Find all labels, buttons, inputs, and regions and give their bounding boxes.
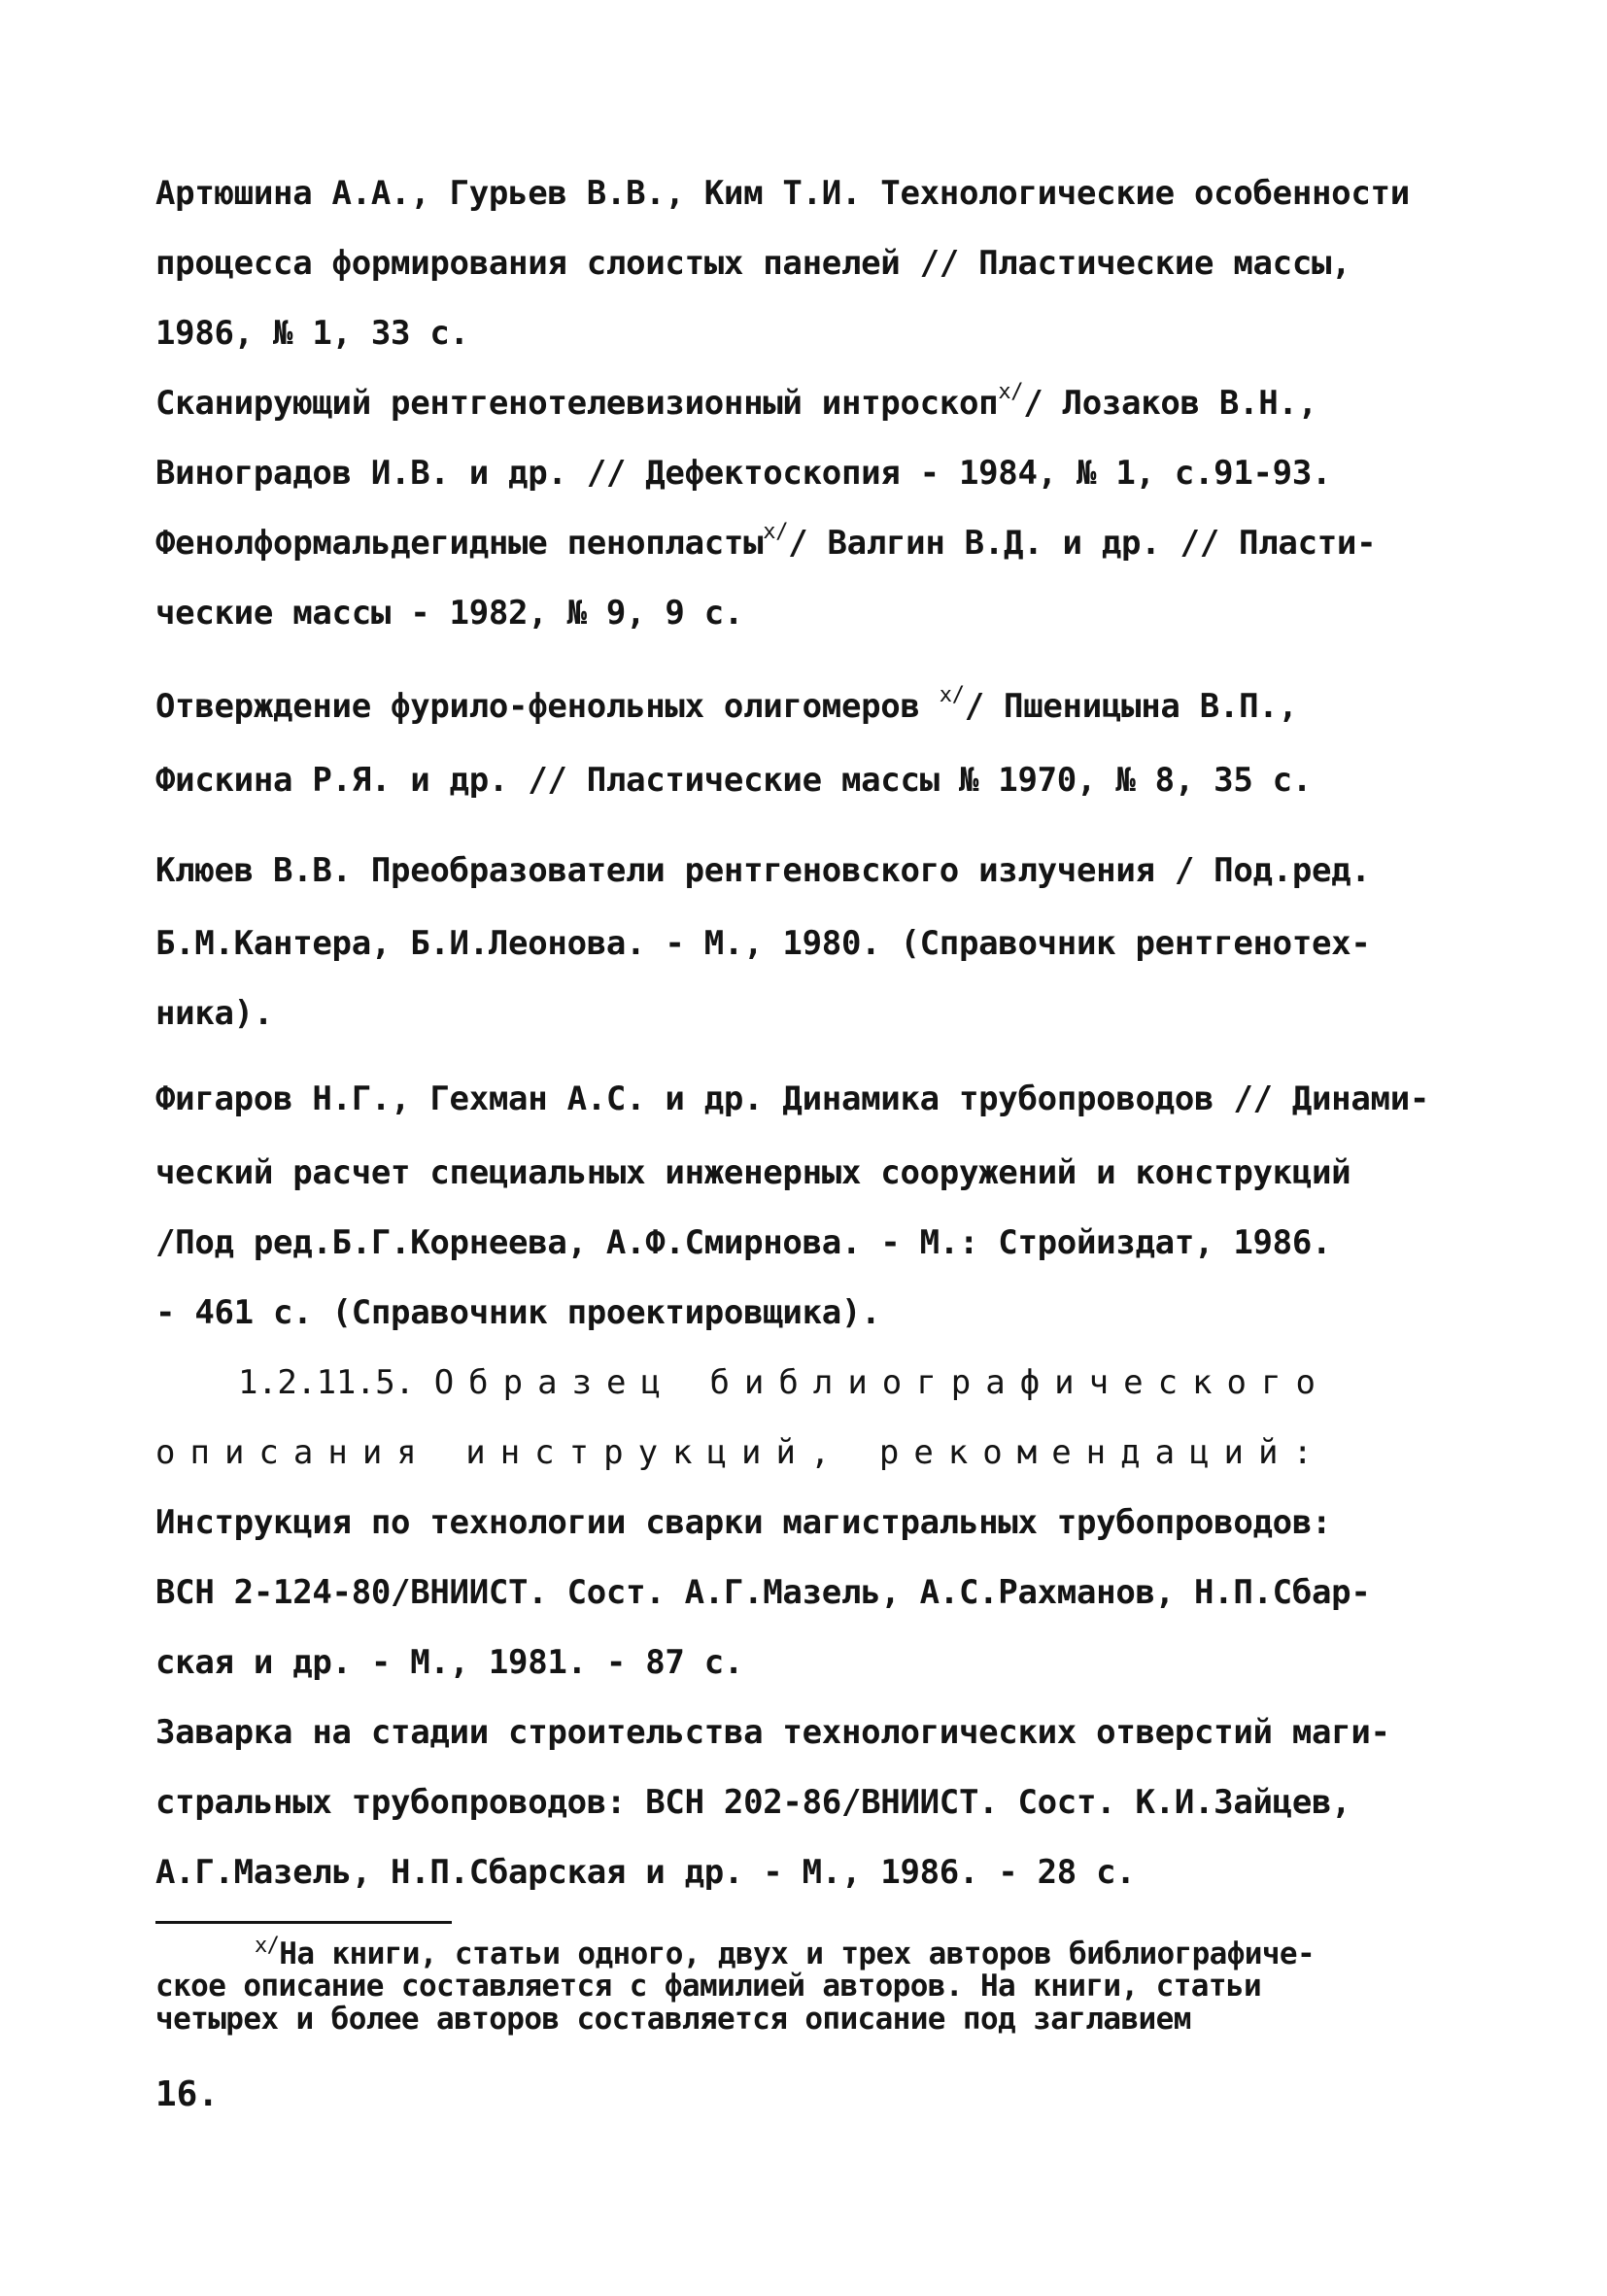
ref-line-8 bbox=[155, 683, 1298, 727]
ref-line-16: - 461 с. (Справочник проектировщика). bbox=[155, 1293, 881, 1332]
ref-line-21: ская и др. - М., 1981. - 87 с. bbox=[155, 1643, 744, 1682]
ref-4-rest: / Лозаков В.Н., bbox=[1023, 384, 1317, 423]
ref-8-title: Отверждение фурило-фенольных олигомеров bbox=[155, 687, 940, 726]
ref-4-title: Сканирующий рентгенотелевизионный интроскоп bbox=[155, 384, 999, 423]
ref-6-rest: / Валгин В.Д. и др. // Пласти- bbox=[788, 524, 1377, 563]
ref-line-22: Заварка на стадии строительства технологических отверстий маги- bbox=[155, 1713, 1390, 1752]
ref-line-13: Фигаров Н.Г., Гехман А.С. и др. Динамика трубопроводов // Динами- bbox=[155, 1079, 1430, 1118]
ref-8-rest: / Пшеницына В.П., bbox=[964, 687, 1298, 726]
ref-line-24: А.Г.Мазель, Н.П.Сбарская и др. - М., 1986. - 28 с. bbox=[155, 1853, 1136, 1892]
ref-line-12: ника). bbox=[155, 994, 274, 1033]
section-title: Образец библиографического bbox=[433, 1363, 1330, 1402]
ref-line-9: Фискина Р.Я. и др. // Пластические массы № 1970, № 8, 35 с. bbox=[155, 761, 1313, 800]
ref-line-1: Артюшина А.А., Гурьев В.В., Ким Т.И. Технологические особенности bbox=[155, 174, 1410, 213]
ref-line-6 bbox=[155, 520, 1377, 564]
footnote-line-3: четырех и более авторов составляется описание под заглавием bbox=[155, 2002, 1191, 2037]
ref-6-title: Фенолформальдегидные пенопласты bbox=[155, 524, 764, 563]
footnote-mark: x/ bbox=[763, 520, 789, 544]
ref-line-19: Инструкция по технологии сварки магистральных трубопроводов: bbox=[155, 1503, 1332, 1542]
footnote-mark: x/ bbox=[939, 683, 965, 707]
footnote-line-2: ское описание составляется с фамилией авторов. На книги, статьи bbox=[155, 1969, 1262, 2004]
ref-line-14: ческий расчет специальных инженерных сооружений и конструкций bbox=[155, 1153, 1351, 1192]
section-number: 1.2.11.5. bbox=[238, 1363, 434, 1402]
footnote-divider bbox=[155, 1921, 452, 1924]
section-heading bbox=[238, 1362, 1330, 1403]
ref-line-10: Клюев В.В. Преобразователи рентгеновского излучения / Под.ред. bbox=[155, 851, 1371, 890]
ref-line-20: ВСН 2-124-80/ВНИИСТ. Сост. А.Г.Мазель, А.С.Рахманов, Н.П.Сбар- bbox=[155, 1573, 1371, 1612]
page-number: 16. bbox=[155, 2074, 220, 2114]
ref-line-7: ческие массы - 1982, № 9, 9 с. bbox=[155, 594, 744, 633]
ref-line-15: /Под ред.Б.Г.Корнеева, А.Ф.Смирнова. - М.: Стройиздат, 1986. bbox=[155, 1223, 1332, 1262]
section-heading-cont: описания инструкций, рекомендаций: bbox=[155, 1433, 1327, 1472]
ref-line-2: процесса формирования слоистых панелей // Пластические массы, bbox=[155, 244, 1351, 283]
ref-line-23: стральных трубопроводов: ВСН 202-86/ВНИИСТ. Сост. К.И.Зайцев, bbox=[155, 1783, 1351, 1822]
ref-line-5: Виноградов И.В. и др. // Дефектоскопия - 1984, № 1, с.91-93. bbox=[155, 454, 1332, 493]
ref-line-11: Б.М.Кантера, Б.И.Леонова. - М., 1980. (Справочник рентгенотех- bbox=[155, 924, 1371, 963]
ref-line-4 bbox=[155, 380, 1317, 424]
footnote-mark: x/ bbox=[998, 380, 1024, 404]
footnote-line-1 bbox=[255, 1934, 1316, 1971]
footnote-text-1: На книги, статьи одного, двух и трех авторов библиографиче- bbox=[279, 1936, 1316, 1971]
footnote-mark: x/ bbox=[255, 1934, 280, 1958]
ref-line-3: 1986, № 1, 33 с. bbox=[155, 314, 469, 353]
